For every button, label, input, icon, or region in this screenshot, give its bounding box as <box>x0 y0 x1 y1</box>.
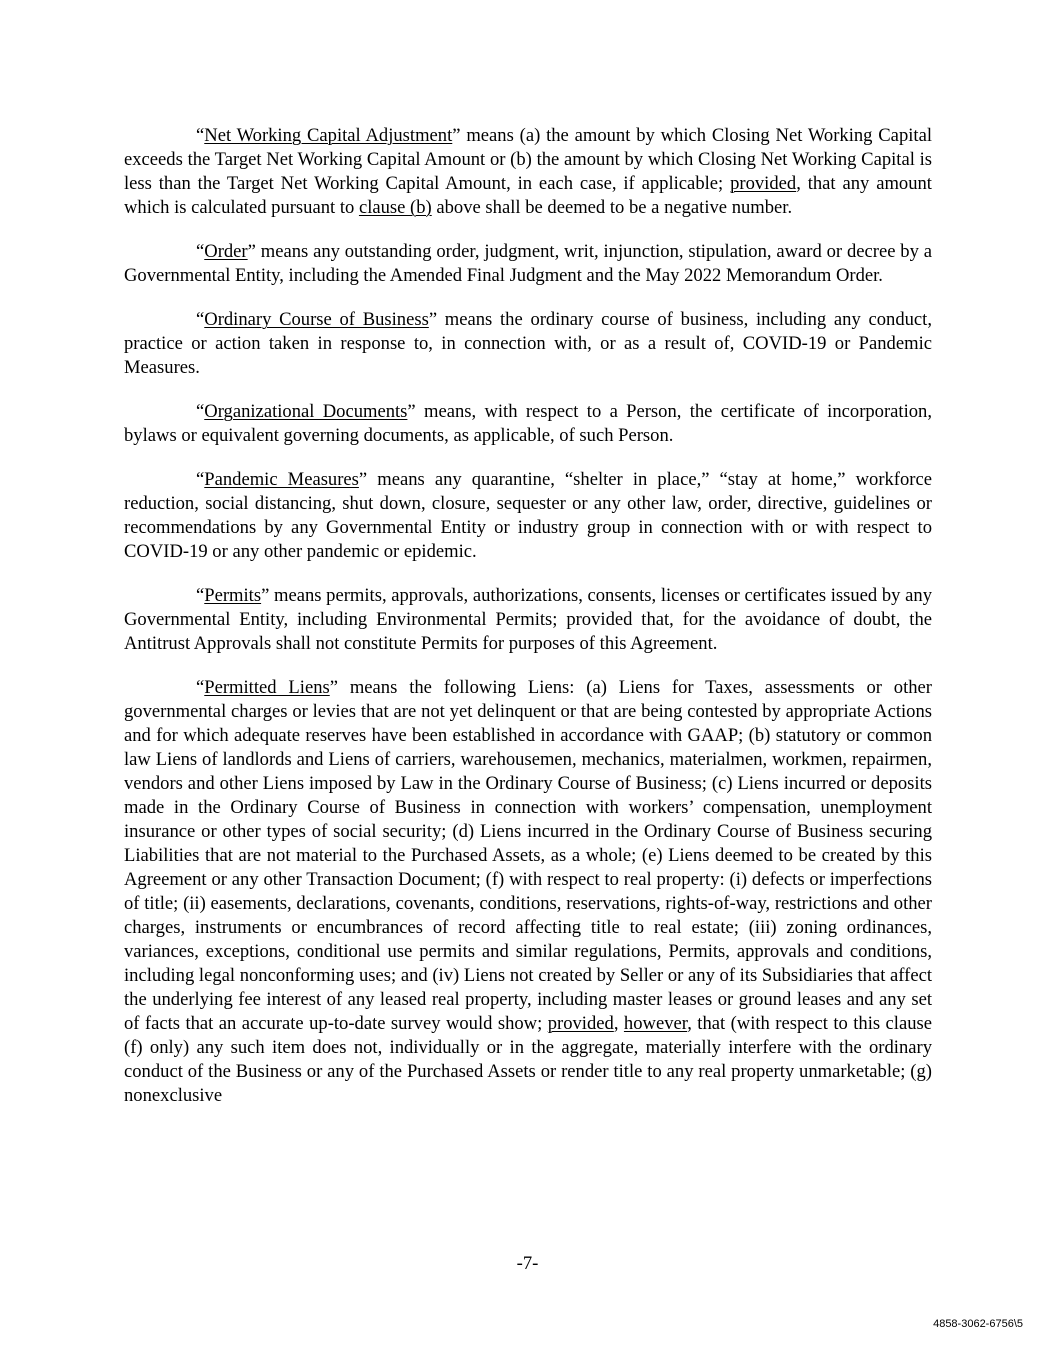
defined-term: Net Working Capital Adjustment <box>204 125 453 146</box>
defined-term: Organizational Documents <box>204 401 408 422</box>
definition-text: , that (with respect to this clause (f) only) any such item does not, individually or in the aggregate, materially interfere with the ordinary conduct of the Business or any of the Purchased Assets or render title to any real property unmarketable; (g) nonexclusive <box>124 1013 933 1106</box>
provided-term: provided <box>547 1013 614 1034</box>
definition-text: , <box>613 1013 624 1034</box>
definition-text: ” means any outstanding order, judgment, writ, injunction, stipulation, award or decree by a Governmental Entity, including the Amended Final Judgment and the May 2022 Memorandum Order. <box>124 241 932 286</box>
definition-text: , that any amount which is calculated pursuant to <box>124 173 932 218</box>
provided-term: provided <box>730 173 797 194</box>
page-number: -7- <box>516 1253 539 1274</box>
defined-term: Ordinary Course of Business <box>204 309 429 330</box>
document-id: 4858-3062-6756\5 <box>933 1318 1023 1330</box>
definition-text: ” means, with respect to a Person, the certificate of incorporation, bylaws or equivalent governing documents, as applicable, of such Person. <box>124 401 933 446</box>
however-term: however <box>623 1013 688 1034</box>
definitions-section <box>124 124 932 1108</box>
open-quote: “ <box>196 585 205 606</box>
definition-ordinary-course-of-business <box>124 308 932 380</box>
definition-text: ” means the following Liens: (a) Liens for Taxes, assessments or other governmental charges or levies that are not yet delinquent or that are being contested by appropriate Actions and for which adequate reserves have been established in accordance with GAAP; (b) statutory or common law Liens of landlords and Liens of carriers, warehousemen, mechanics, materialmen, workmen, repairmen, vendors and other Liens imposed by Law in the Ordinary Course of Business; (c) Liens incurred or deposits made in the Ordinary Course of Business in connection with workers’ compensation, unemployment insurance or other types of social security; (d) Liens incurred in the Ordinary Course of Business securing Liabilities that are not material to the Purchased Assets, as a whole; (e) Liens deemed to be created by this Agreement or any other Transaction Document; (f) with respect to real property: (i) defects or imperfections of title; (ii) easements, declarations, covenants, conditions, reservations, rights-of-way, restrictions and other charges, instruments or encumbrances of record affecting title to real estate; (iii) zoning ordinances, variances, exceptions, conditional use permits and similar regulations, Permits, approvals and conditions, including legal nonconforming uses; and (iv) Liens not created by Seller or any of its Subsidiaries that affect the underlying fee interest of any leased real property, including master leases or ground leases and any set of facts that an accurate up-to-date survey would show; <box>124 677 932 1034</box>
definition-pandemic-measures <box>124 468 932 564</box>
definition-text: ” means any quarantine, “shelter in place,” “stay at home,” workforce reduction, social distancing, shut down, closure, sequester or any other law, order, directive, guidelines or recommendations by any Governmental Entity or industry group in connection with or with respect to COVID-19 or any other pandemic or epidemic. <box>124 469 932 562</box>
open-quote: “ <box>196 469 205 490</box>
definition-permitted-liens <box>124 676 932 1108</box>
defined-term: Pandemic Measures <box>204 469 359 490</box>
definition-text: above shall be deemed to be a negative number. <box>431 197 793 218</box>
definition-organizational-documents <box>124 400 932 448</box>
open-quote: “ <box>196 309 205 330</box>
open-quote: “ <box>196 401 205 422</box>
open-quote: “ <box>196 677 205 698</box>
definition-text: ” means permits, approvals, authorizations, consents, licenses or certificates issued by any Governmental Entity, including Environmental Permits; provided that, for the avoidance of doubt, the Antitrust Approvals shall not constitute Permits for purposes of this Agreement. <box>124 585 932 654</box>
clause-reference: clause (b) <box>358 197 432 218</box>
defined-term: Permits <box>204 585 262 606</box>
defined-term: Permitted Liens <box>204 677 330 698</box>
definition-permits <box>124 584 932 656</box>
definition-order <box>124 240 932 288</box>
open-quote: “ <box>196 125 205 146</box>
defined-term: Order <box>204 241 248 262</box>
definition-text: ” means the ordinary course of business, including any conduct, practice or action taken in response to, in connection with, or as a result of, COVID-19 or Pandemic Measures. <box>124 309 932 378</box>
open-quote: “ <box>196 241 205 262</box>
definition-text: ” means (a) the amount by which Closing Net Working Capital exceeds the Target Net Working Capital Amount or (b) the amount by which Closing Net Working Capital is less than the Target Net Working Capital Amount, in each case, if applicable; <box>124 125 932 194</box>
definition-net-working-capital-adjustment <box>124 124 932 220</box>
